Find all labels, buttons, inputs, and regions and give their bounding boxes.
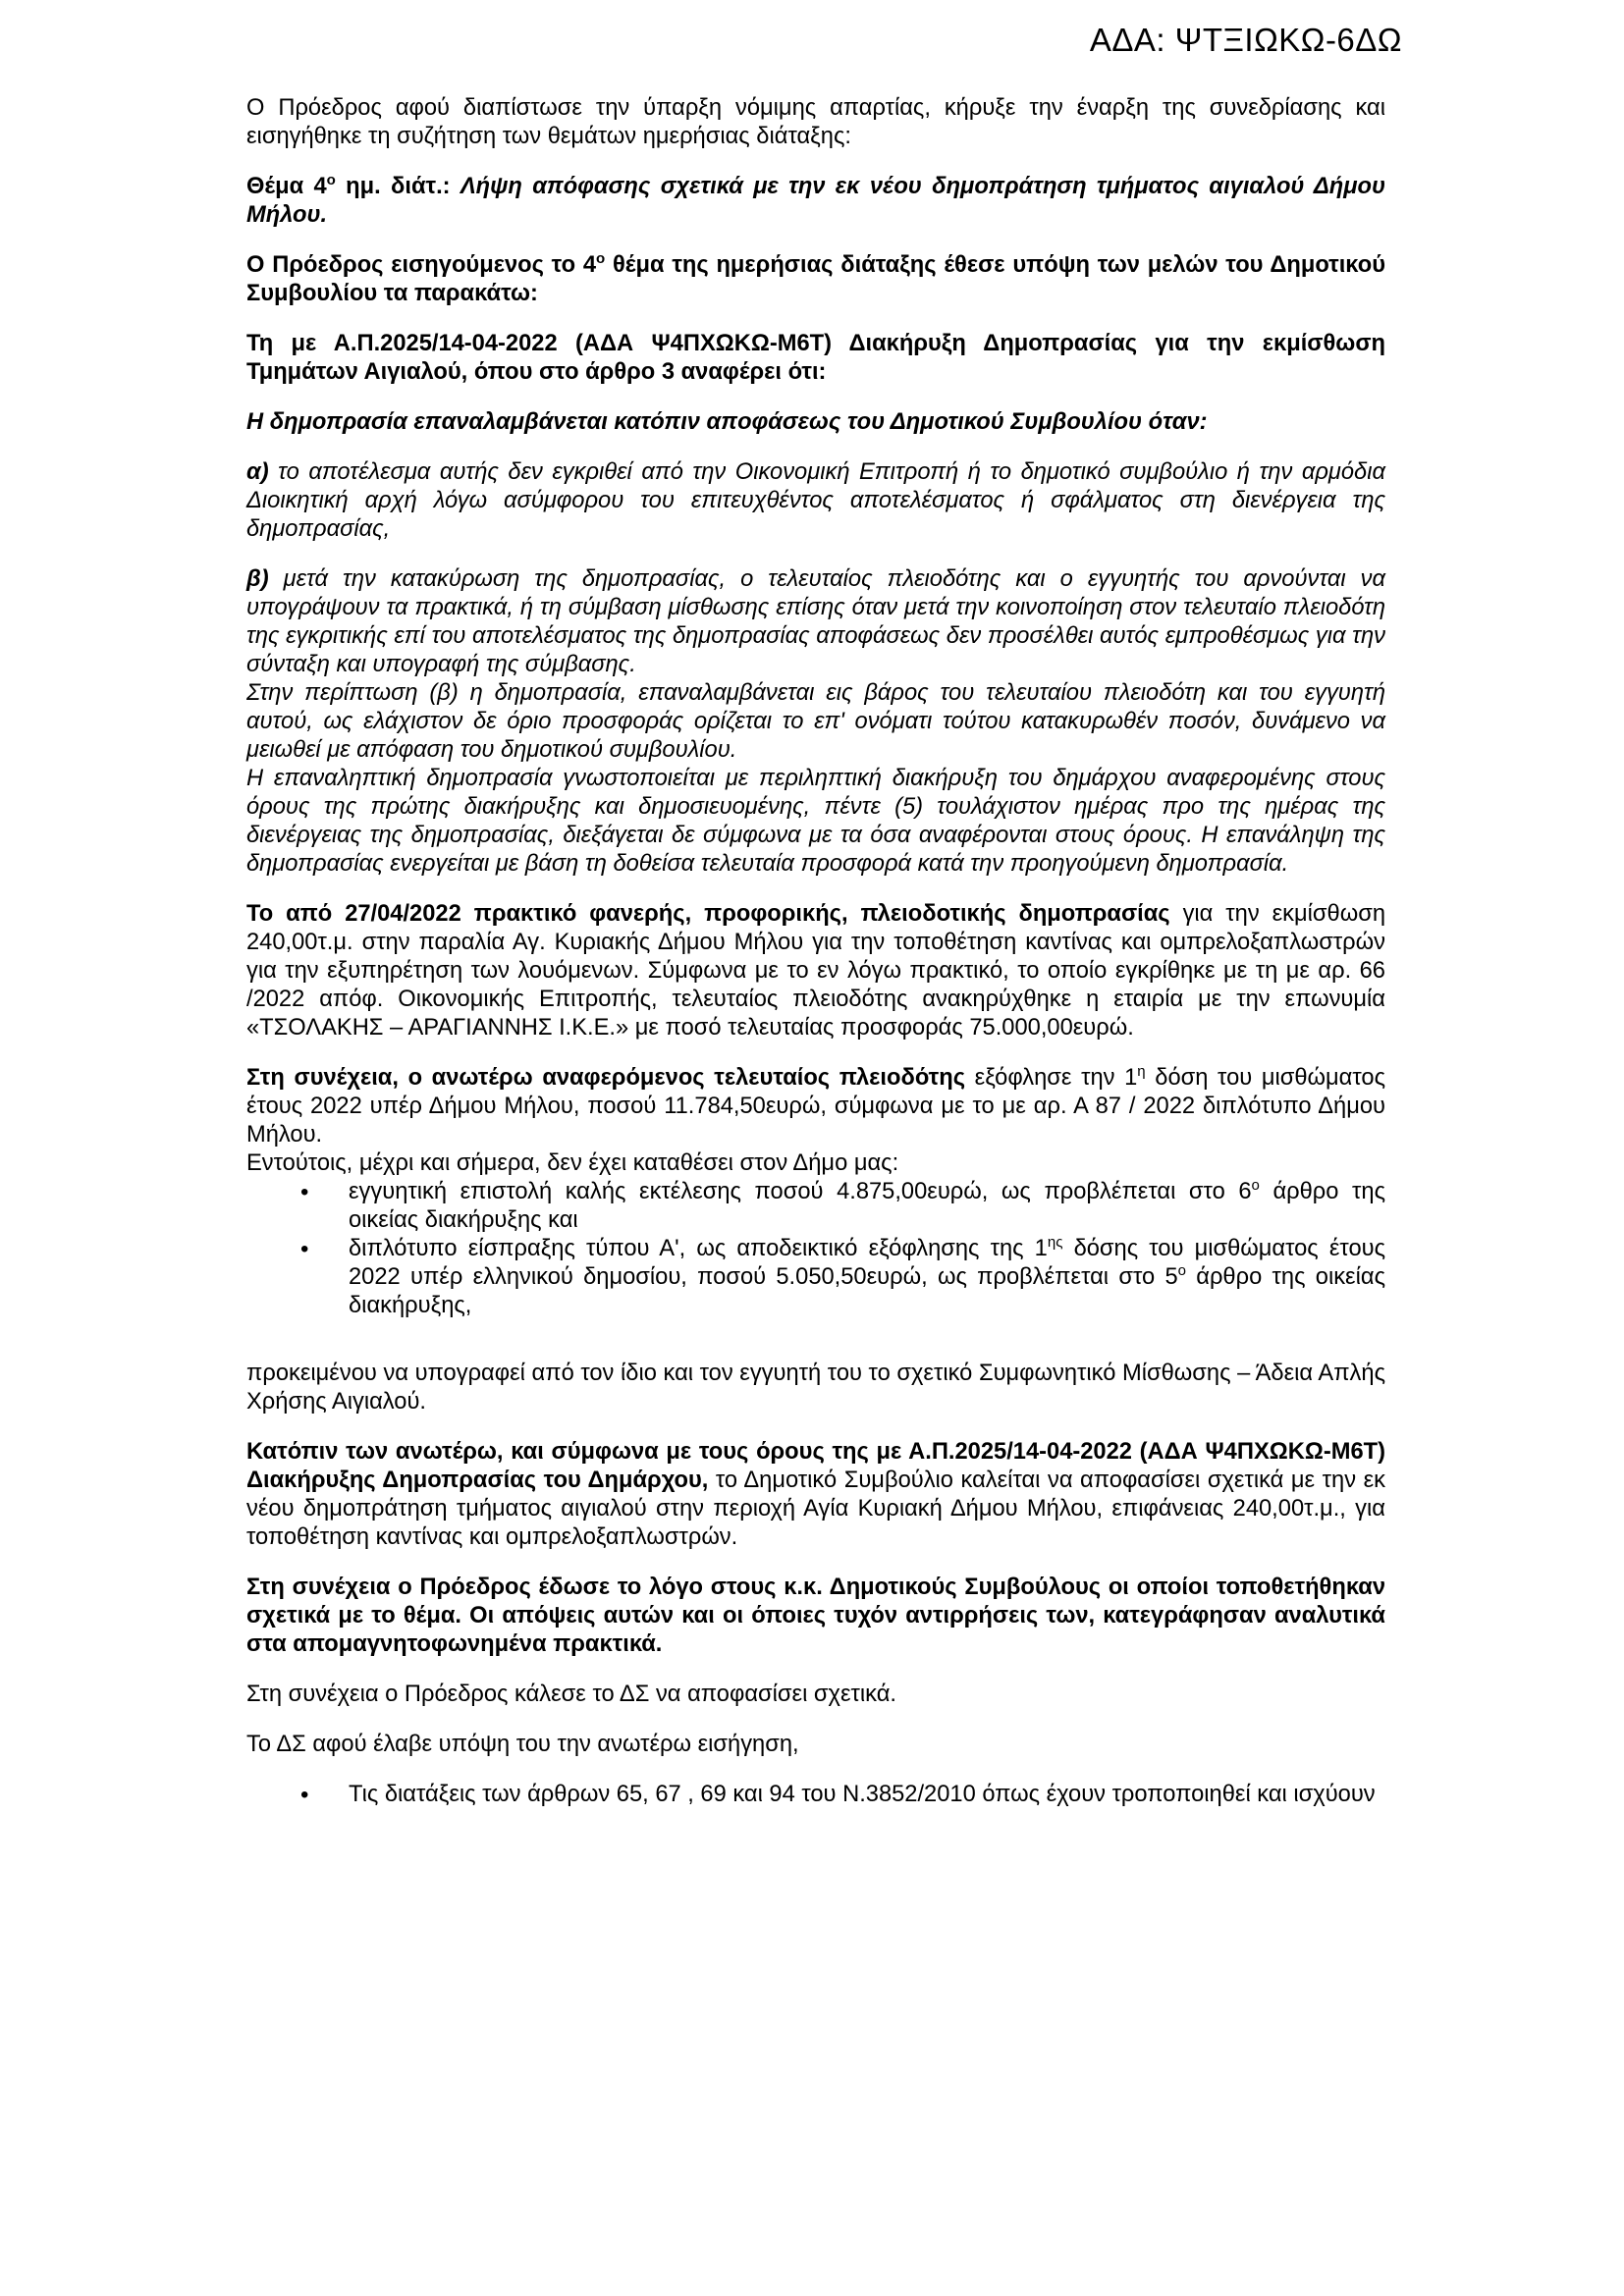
missing-documents-list — [246, 1178, 1385, 1320]
opening-paragraph: Ο Πρόεδρος αφού διαπίστωσε την ύπαρξη νόμιμης απαρτίας, κήρυξε την έναρξη της συνεδρίασης και εισηγήθηκε τη συζήτηση των θεμάτων ημερήσιας διάταξης: — [246, 95, 1385, 149]
case-a: α) το αποτέλεσμα αυτής δεν εγκριθεί από την Οικονομική Επιτροπή ή το δημοτικό συμβούλιο ή την αρμόδια Διοικητική αρχή λόγω ασύμφορου του επιτευχθέντος αποτελέσματος ή σφάλματος στη διενέργεια της δημοπρασίας, — [246, 459, 1385, 542]
list-item: • διπλότυπο είσπραξης τύπου Α', ως αποδεικτικό εξόφλησης της $1^{\eta\varsigma}$ δόσης του μισθώματος έτους 2022 υπέρ ελληνικού δημοσίου, ποσού 5.050,50ευρώ, ως προβλέπεται στο $5^o$ άρθρο της οικείας διακήρυξης, — [246, 1235, 1385, 1320]
signing-purpose: προκειμένου να υπογραφεί από τον ίδιο και τον εγγυητή του το σχετικό Συμφωνητικό Μίσθωσης – Άδεια Απλής Χρήσης Αιγιαλού. — [246, 1361, 1385, 1415]
council-considered: Το ΔΣ αφού έλαβε υπόψη του την ανωτέρω εισήγηση, — [246, 1732, 799, 1757]
legal-provisions-list — [246, 1781, 1385, 1809]
declaration-reference: Τη με Α.Π.2025/14-04-2022 (ΑΔΑ Ψ4ΠΧΩΚΩ-Μ6Τ) Διακήρυξη Δημοπρασίας για την εκμίσθωση Τμημάτων Αιγιαλού, όπου στο άρθρο 3 αναφέρει ότι: — [246, 331, 1385, 385]
ada-code: ΑΔΑ: ΨΤΞΙΩΚΩ-6ΔΩ — [1089, 22, 1402, 58]
discussion-paragraph: Στη συνέχεια ο Πρόεδρος έδωσε το λόγο στους κ.κ. Δημοτικούς Συμβούλους οι οποίοι τοποθετήθηκαν σχετικά με το θέμα. Οι απόψεις αυτών και οι όποιες τυχόν αντιρρήσεις των, κατεγράφησαν αναλυτικά στα απομαγνητοφωνημένα πρακτικά. — [246, 1575, 1385, 1657]
vote-call: Στη συνέχεια ο Πρόεδρος κάλεσε το ΔΣ να αποφασίσει σχετικά. — [246, 1682, 896, 1707]
document-body — [246, 94, 1385, 1809]
council-called: Κατόπιν των ανωτέρω, και σύμφωνα με τους όρους της με Α.Π.2025/14-04-2022 (ΑΔΑ Ψ4ΠΧΩΚΩ-Μ6Τ) Διακήρυξης Δημοπρασίας του Δημάρχου, το Δημοτικό Συμβούλιο καλείται να αποφασίσει σχετικά με την εκ νέου δημοπράτηση τμήματος αιγιαλού στην περιοχή Αγία Κυριακή Δήμου Μήλου, επιφάνειας 240,00τ.μ., για τοποθέτηση καντίνας και ομπρελοξαπλωστρών. — [246, 1439, 1385, 1550]
auction-minutes: Το από 27/04/2022 πρακτικό φανερής, προφορικής, πλειοδοτικής δημοπρασίας για την εκμίσθωση 240,00τ.μ. στην παραλία Αγ. Κυριακής Δήμου Μήλου για την τοποθέτηση καντίνας και ομπρελοξαπλωστρών για την εξυπηρέτηση των λουόμενων. Σύμφωνα με το εν λόγω πρακτικό, το οποίο εγκρίθηκε με τη με αρ. 66 /2022 απόφ. Οικονομικής Επιτροπής, τελευταίος πλειοδότης ανακηρύχθηκε η εταιρία με την επωνυμία «ΤΣΟΛΑΚΗΣ – ΑΡΑΓΙΑΝΝΗΣ Ι.Κ.Ε.» με ποσό τελευταίας προσφοράς 75.000,00ευρώ. — [246, 901, 1385, 1041]
list-item: • εγγυητική επιστολή καλής εκτέλεσης ποσού 4.875,00ευρώ, ως προβλέπεται στο $6^o$ άρθρο της οικείας διακήρυξης και — [246, 1178, 1385, 1235]
repeat-auction-clause: Η δημοπρασία επαναλαμβάνεται κατόπιν αποφάσεως του Δημοτικού Συμβουλίου όταν: — [246, 409, 1208, 435]
case-b: β) μετά την κατακύρωση της δημοπρασίας, ο τελευταίος πλειοδότης και ο εγγυητής του αρνούνται να υπογράψουν τα πρακτικά, ή τη σύμβαση μίσθωσης επίσης όταν μετά την κοινοποίηση στον τελευταίο πλειοδότη της εγκριτικής επί του αποτελέσματος της δημοπρασίας αποφάσεως δεν προσέλθει αυτός εμπροθέσμως για την σύνταξη και υπογραφή της σύμβασης. Στην περίπτωση (β) η δημοπρασία, επαναλαμβάνεται εις βάρος του τελευταίου πλειοδότη και του εγγυητή αυτού, ως ελάχιστον δε όριο προσφοράς ορίζεται το επ' ονόματι τούτου κατακυρωθέν ποσόν, δυνάμενο να μειωθεί με απόφαση του δημοτικού συμβουλίου. Η επαναληπτική δημοπρασία γνωστοποιείται με περιληπτική διακήρυξη του δημάρχου αναφερομένης στους όρους της πρώτης διακήρυξης και δημοσιευομένης, πέντε (5) τουλάχιστον ημέρας προ της ημέρας της διενέργειας της δημοπρασίας, διεξάγεται δε σύμφωνα με τα όσα αναφέρονται στους όρους. Η επανάληψη της δημοπρασίας ενεργείται με βάση τη δοθείσα τελευταία προσφορά κατά την προηγούμενη δημοπρασία. — [246, 566, 1385, 877]
chair-intro: Ο Πρόεδρος εισηγούμενος το $4^o$ θέμα της ημερήσιας διάταξης έθεσε υπόψη των μελών του Δημοτικού Συμβουλίου τα παρακάτω: — [246, 250, 1385, 306]
list-item: • Τις διατάξεις των άρθρων 65, 67 , 69 και 94 του Ν.3852/2010 όπως έχουν τροποποιηθεί και ισχύουν — [246, 1781, 1385, 1809]
payment-paragraph: Στη συνέχεια, ο ανωτέρω αναφερόμενος τελευταίος πλειοδότης εξόφλησε την $1^\eta$ δόση του μισθώματος έτους 2022 υπέρ Δήμου Μήλου, ποσού 11.784,50ευρώ, σύμφωνα με το με αρ. Α 87 / 2022 διπλότυπο Δήμου Μήλου. Εντούτοις, μέχρι και σήμερα, δεν έχει καταθέσει στον Δήμο μας: — [246, 1063, 1385, 1176]
topic-heading: Θέμα $4^o$ ημ. διάτ.: Λήψη απόφασης σχετικά με την εκ νέου δημοπράτηση τμήματος αιγιαλού Δήμου Μήλου. — [246, 172, 1386, 228]
